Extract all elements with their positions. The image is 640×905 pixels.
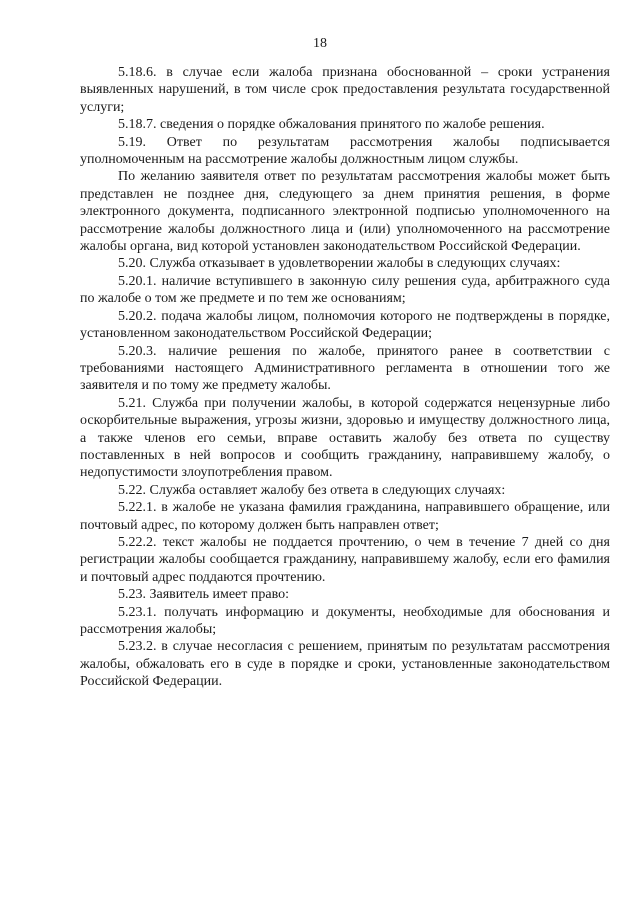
- paragraph-5-22: 5.22. Служба оставляет жалобу без ответа в следующих случаях:: [118, 482, 506, 498]
- paragraph-electronic-response: По желанию заявителя ответ по результатам рассмотрения жалобы может быть представлен не позднее дня, следующего за днем принятия решения, в форме электронного документа, подписанного электронной подписью уполномоченного на рассмотрение жалобы должностного лица и (или) уполномоченного на рассмотрение жалобы органа, вид которой установлен законодательством Российской Федерации.: [80, 169, 610, 255]
- paragraph-5-19: 5.19. Ответ по результатам рассмотрения жалобы подписывается уполномоченным на рассмотрение жалобы должностным лицом службы.: [80, 134, 610, 168]
- paragraph-5-20-3: 5.20.3. наличие решения по жалобе, принятого ранее в соответствии с требованиями настоящего Административного регламента в отношении того же заявителя и по тому же предмету жалобы.: [80, 343, 610, 394]
- paragraph-5-20-2: 5.20.2. подача жалобы лицом, полномочия которого не подтверждены в порядке, установленном законодательством Российской Федерации;: [80, 308, 610, 342]
- page-number: 18: [313, 36, 327, 51]
- document-body: [80, 64, 610, 691]
- paragraph-5-20-1: 5.20.1. наличие вступившего в законную силу решения суда, арбитражного суда по жалобе о том же предмете и по тем же основаниям;: [80, 273, 610, 307]
- paragraph-5-18-7: 5.18.7. сведения о порядке обжалования принятого по жалобе решения.: [118, 117, 545, 133]
- paragraph-5-18-6: 5.18.6. в случае если жалоба признана обоснованной – сроки устранения выявленных нарушений, в том числе срок предоставления результата государственной услуги;: [80, 65, 610, 115]
- paragraph-5-22-2: 5.22.2. текст жалобы не поддается прочтению, о чем в течение 7 дней со дня регистрации жалобы сообщается гражданину, направившему жалобу, если его фамилия и почтовый адрес поддаются прочтению.: [80, 534, 610, 585]
- paragraph-5-23: 5.23. Заявитель имеет право:: [118, 587, 289, 603]
- paragraph-5-21: 5.21. Служба при получении жалобы, в которой содержатся нецензурные либо оскорбительные выражения, угрозы жизни, здоровью и имуществу должностного лица, а также членов его семьи, вправе оставить жалобу без ответа по существу поставленных в ней вопросов и сообщить гражданину, направившему жалобу, о недопустимости злоупотребления правом.: [80, 395, 610, 481]
- paragraph-5-23-1: 5.23.1. получать информацию и документы, необходимые для обоснования и рассмотрения жалобы;: [80, 604, 610, 637]
- paragraph-5-22-1: 5.22.1. в жалобе не указана фамилия гражданина, направившего обращение, или почтовый адрес, по которому должен быть направлен ответ;: [80, 500, 610, 533]
- paragraph-5-20: 5.20. Служба отказывает в удовлетворении жалобы в следующих случаях:: [118, 256, 561, 272]
- paragraph-5-23-2: 5.23.2. в случае несогласия с решением, принятым по результатам рассмотрения жалобы, обжаловать его в суде в порядке и сроки, установленные законодательством Российской Федерации.: [80, 639, 610, 690]
